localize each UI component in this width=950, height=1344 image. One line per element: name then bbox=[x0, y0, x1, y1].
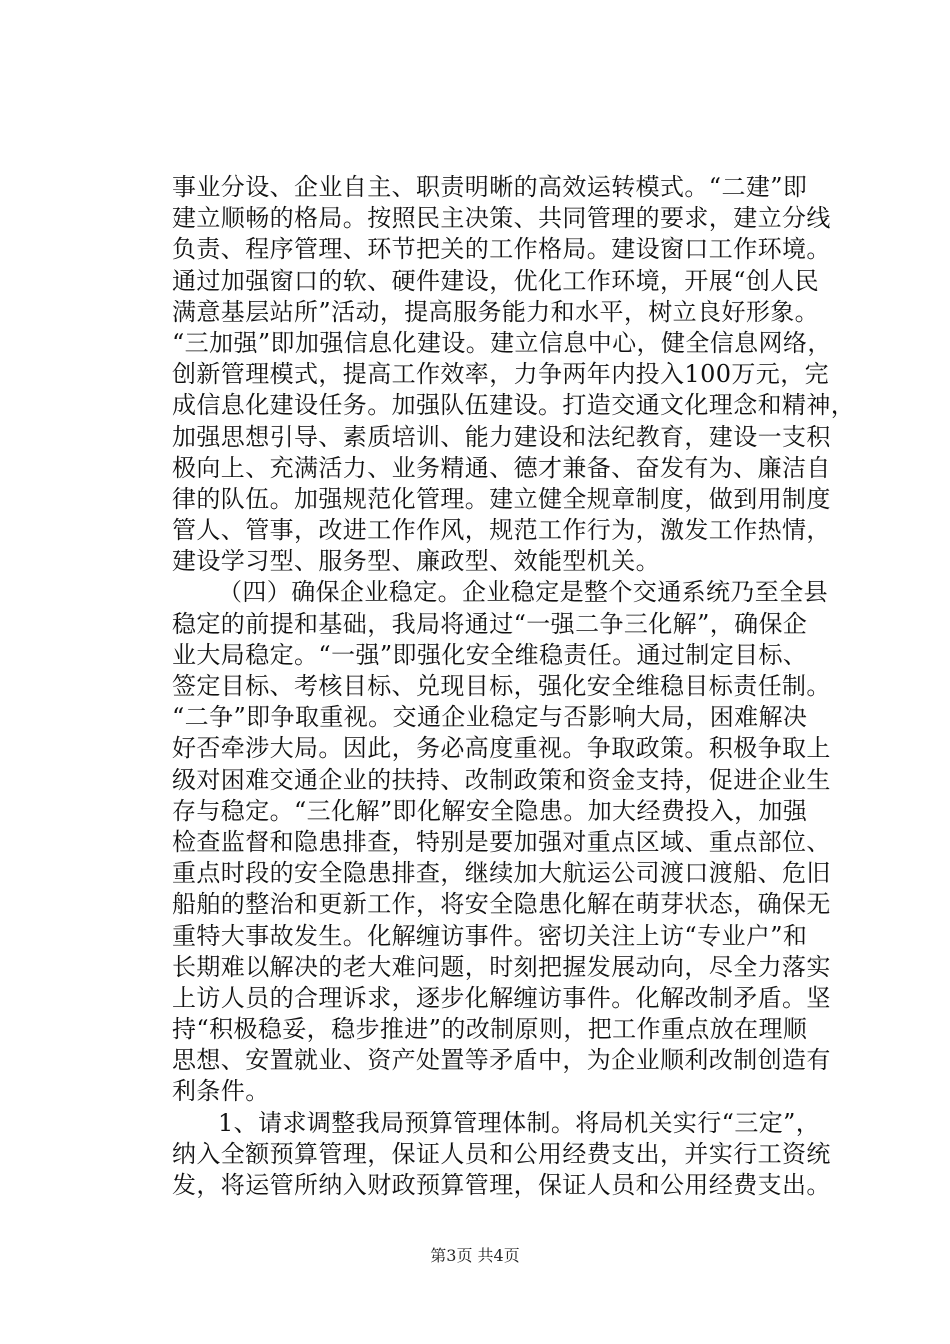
text-line: 利条件。 bbox=[172, 1077, 270, 1106]
page-number-footer: 第3页 共4页 bbox=[430, 1246, 520, 1265]
text-line: 负责、程序管理、环节把关的工作格局。建设窗口工作环境。 bbox=[172, 235, 831, 264]
text-line: 好否牵涉大局。因此，务必高度重视。争取政策。积极争取上 bbox=[172, 734, 831, 763]
text-line: 律的队伍。加强规范化管理。建立健全规章制度，做到用制度 bbox=[172, 484, 831, 513]
text-line: 极向上、充满活力、业务精通、德才兼备、奋发有为、廉洁自 bbox=[172, 453, 831, 482]
text-line: 思想、安置就业、资产处置等矛盾中，为企业顺利改制创造有 bbox=[172, 1046, 831, 1075]
text-line: 长期难以解决的老大难问题，时刻把握发展动向，尽全力落实 bbox=[172, 952, 831, 981]
text-line: 通过加强窗口的软、硬件建设，优化工作环境，开展“创人民 bbox=[172, 266, 820, 295]
text-line: 建设学习型、服务型、廉政型、效能型机关。 bbox=[172, 547, 660, 576]
text-line: 创新管理模式，提高工作效率，力争两年内投入100万元，完 bbox=[172, 360, 830, 389]
text-line: 上访人员的合理诉求，逐步化解缠访事件。化解改制矛盾。坚 bbox=[172, 983, 831, 1012]
text-line: 成信息化建设任务。加强队伍建设。打造交通文化理念和精神， bbox=[172, 391, 856, 420]
text-line: 重特大事故发生。化解缠访事件。密切关注上访“专业户”和 bbox=[172, 921, 808, 950]
document-body bbox=[172, 172, 856, 1201]
text-line: 级对困难交通企业的扶持、改制政策和资金支持，促进企业生 bbox=[172, 765, 831, 794]
text-line: 存与稳定。“三化解”即化解安全隐患。加大经费投入，加强 bbox=[172, 796, 808, 825]
text-line: 建立顺畅的格局。按照民主决策、共同管理的要求，建立分线 bbox=[172, 204, 831, 233]
text-line: 管人、管事，改进工作作风，规范工作行为，激发工作热情， bbox=[172, 516, 831, 545]
paragraph-first-line: （四）确保企业稳定。企业稳定是整个交通系统乃至全县 bbox=[218, 578, 828, 607]
text-line: “三加强”即加强信息化建设。建立信息中心，健全信息网络， bbox=[172, 328, 832, 357]
text-line: 满意基层站所”活动，提高服务能力和水平，树立良好形象。 bbox=[172, 297, 820, 326]
text-line: 稳定的前提和基础，我局将通过“一强二争三化解”，确保企 bbox=[172, 609, 808, 638]
text-line: 纳入全额预算管理，保证人员和公用经费支出，并实行工资统 bbox=[172, 1139, 831, 1168]
text-line: 业大局稳定。“一强”即强化安全维稳责任。通过制定目标、 bbox=[172, 640, 808, 669]
text-line: “二争”即争取重视。交通企业稳定与否影响大局，困难解决 bbox=[172, 703, 808, 732]
text-line: 检查监督和隐患排查，特别是要加强对重点区域、重点部位、 bbox=[172, 827, 831, 856]
text-line: 发，将运管所纳入财政预算管理，保证人员和公用经费支出。 bbox=[172, 1171, 831, 1199]
text-line: 事业分设、企业自主、职责明晰的高效运转模式。“二建”即 bbox=[172, 173, 808, 201]
paragraph-first-line: 1、请求调整我局预算管理体制。将局机关实行“三定”， bbox=[218, 1108, 821, 1137]
text-line: 持“积极稳妥，稳步推进”的改制原则，把工作重点放在理顺 bbox=[172, 1015, 808, 1044]
text-line: 船舶的整治和更新工作，将安全隐患化解在萌芽状态，确保无 bbox=[172, 890, 831, 919]
text-line: 签定目标、考核目标、兑现目标，强化安全维稳目标责任制。 bbox=[172, 672, 831, 700]
text-line: 重点时段的安全隐患排查，继续加大航运公司渡口渡船、危旧 bbox=[172, 859, 831, 888]
text-line: 加强思想引导、素质培训、能力建设和法纪教育，建设一支积 bbox=[172, 422, 831, 451]
